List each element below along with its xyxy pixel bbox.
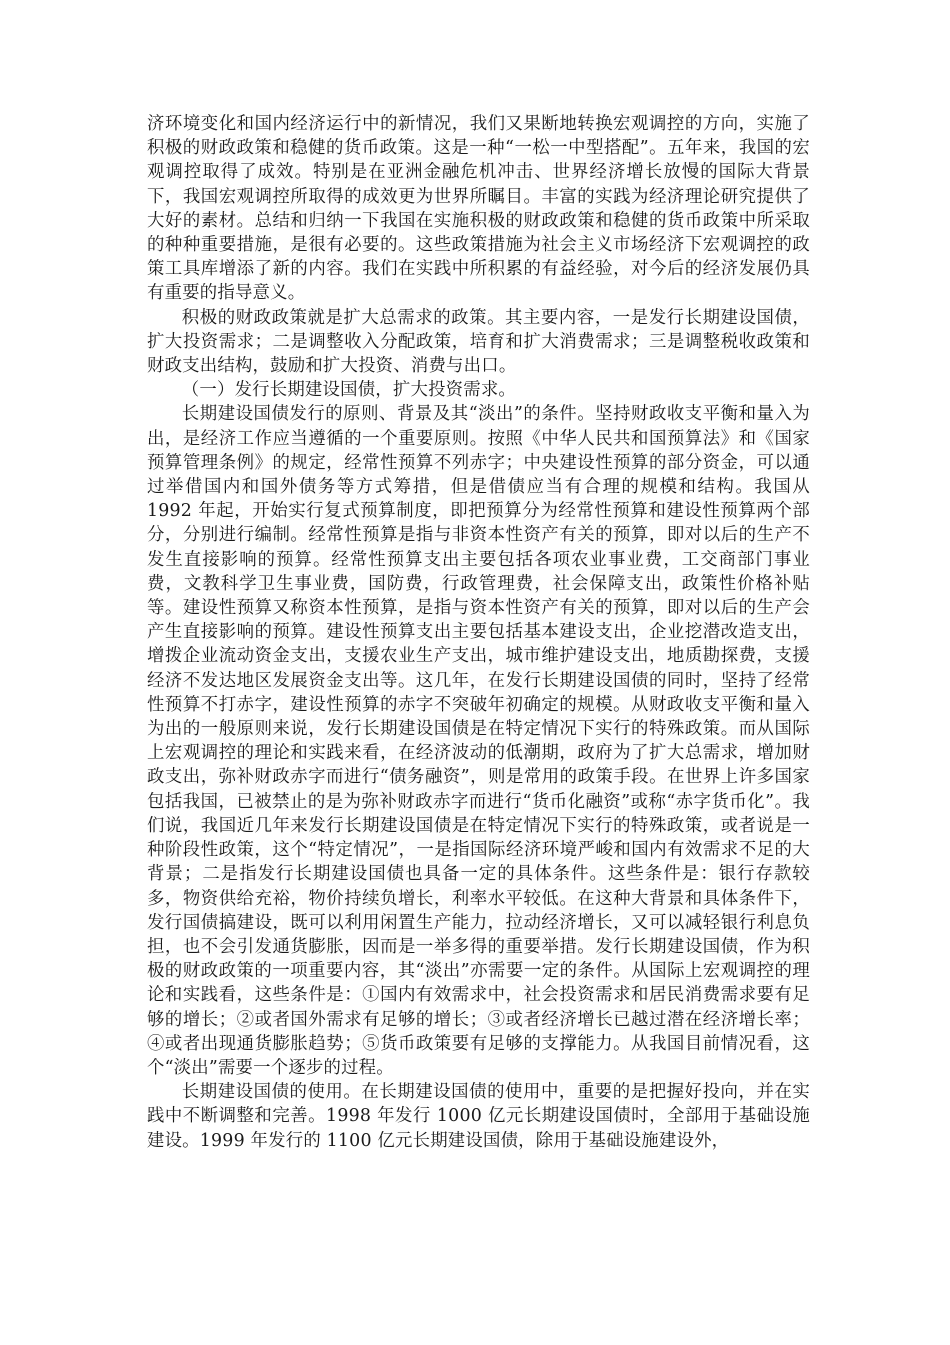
- document-body: [147, 112, 810, 1153]
- paragraph-fiscal-policy-overview: 积极的财政政策就是扩大总需求的政策。其主要内容，一是发行长期建设国债，扩大投资需求；二是调整收入分配政策，培育和扩大消费需求；三是调整税收政策和财政支出结构，鼓励和扩大投资、消费与出口。: [147, 307, 810, 377]
- section-heading-bond-issuance: （一）发行长期建设国债，扩大投资需求。: [181, 380, 517, 401]
- paragraph-bond-usage: 长期建设国债的使用。在长期建设国债的使用中，重要的是把握好投向，并在实践中不断调整和完善。1998 年发行 1000 亿元长期建设国债时，全部用于基础设施建设。1999 年发行的 1100 亿元长期建设国债，除用于基础设施建设外，: [147, 1082, 810, 1151]
- paragraph-continued-intro: 济环境变化和国内经济运行中的新情况，我们又果断地转换宏观调控的方向，实施了积极的财政政策和稳健的货币政策。这是一种“一松一中型搭配”。五年来，我国的宏观调控取得了成效。特别是在亚洲金融危机冲击、世界经济增长放慢的国际大背景下，我国宏观调控所取得的成效更为世界所瞩目。丰富的实践为经济理论研究提供了大好的素材。总结和归纳一下我国在实施积极的财政政策和稳健的货币政策中所采取的种种重要措施，是很有必要的。这些政策措施为社会主义市场经济下宏观调控的政策工具库增添了新的内容。我们在实践中所积累的有益经验，对今后的经济发展仍具有重要的指导意义。: [147, 114, 810, 304]
- paragraph-bond-principles: 长期建设国债发行的原则、背景及其“淡出”的条件。坚持财政收支平衡和量入为出，是经济工作应当遵循的一个重要原则。按照《中华人民共和国预算法》和《国家预算管理条例》的规定，经常性预算不列赤字；中央建设性预算的部分资金，可以通过举借国内和国外债务等方式筹措，但是借债应当有合理的规模和结构。我国从 1992 年起，开始实行复式预算制度，即把预算分为经常性预算和建设性预算两个部分，分别进行编制。经常性预算是指与非资本性资产有关的预算，即对以后的生产不发生直接影响的预算。经常性预算支出主要包括各项农业事业费，工交商部门事业费，文教科学卫生事业费，国防费，行政管理费，社会保障支出，政策性价格补贴等。建设性预算又称资本性预算，是指与资本性资产有关的预算，即对以后的生产会产生直接影响的预算。建设性预算支出主要包括基本建设支出，企业挖潜改造支出，增拨企业流动资金支出，支援农业生产支出，城市维护建设支出，地质勘探费，支援经济不发达地区发展资金支出等。这几年，在发行长期建设国债的同时，坚持了经常性预算不打赤字，建设性预算的赤字不突破年初确定的规模。从财政收支平衡和量入为出的一般原则来说，发行长期建设国债是在特定情况下实行的特殊政策。而从国际上宏观调控的理论和实践来看，在经济波动的低潮期，政府为了扩大总需求，增加财政支出，弥补财政赤字而进行“债务融资”，则是常用的政策手段。在世界上许多国家包括我国，已被禁止的是为弥补财政赤字而进行“货币化融资”或称“赤字货币化”。我们说，我国近几年来发行长期建设国债是在特定情况下实行的特殊政策，或者说是一种阶段性政策，这个“特定情况”，一是指国际经济环境严峻和国内有效需求不足的大背景；二是指发行长期建设国债也具备一定的具体条件。这些条件是：银行存款较多，物资供给充裕，物价持续负增长，利率水平较低。在这种大背景和具体条件下，发行国债搞建设，既可以利用闲置生产能力，拉动经济增长，又可以减轻银行利息负担，也不会引发通货膨胀，因而是一举多得的重要举措。发行长期建设国债，作为积极的财政政策的一项重要内容，其“淡出”亦需要一定的条件。从国际上宏观调控的理论和实践看，这些条件是：①国内有效需求中，社会投资需求和居民消费需求要有足够的增长；②或者国外需求有足够的增长；③或者经济增长已越过潜在经济增长率；④或者出现通货膨胀趋势；⑤货币政策要有足够的支撑能力。从我国目前情况看，这个“淡出”需要一个逐步的过程。: [147, 404, 810, 1078]
